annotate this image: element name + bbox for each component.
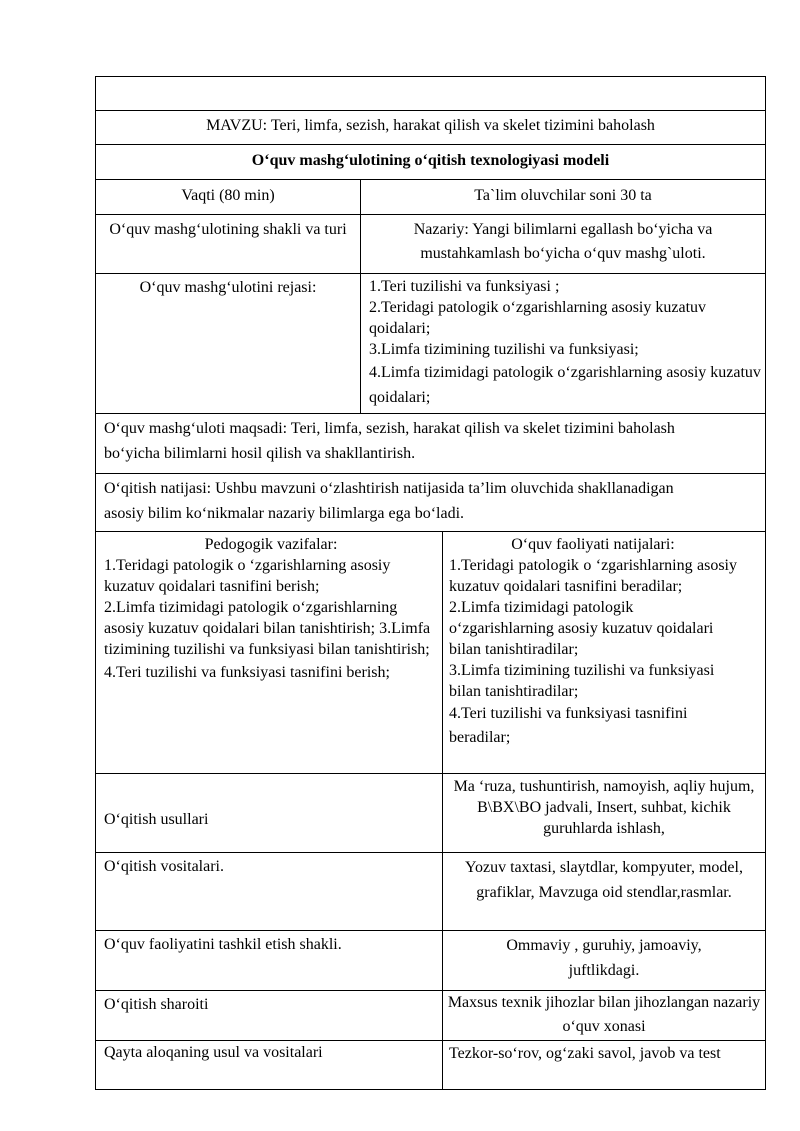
- plan-list: [360, 274, 765, 413]
- result-row: [95, 473, 766, 531]
- plan-item: 2.Teridagi patologik o‘zgarishlarning asosiy kuzatuv qoidalari;: [369, 299, 707, 337]
- organization-row: [95, 930, 766, 990]
- time-students-row: [95, 179, 766, 214]
- conditions-value: Maxsus texnik jihozlar bilan jihozlangan nazariy o‘quv xonasi: [442, 991, 765, 1040]
- topic-row: [95, 110, 766, 144]
- model-title: O‘quv mashg‘ulotining o‘qitish texnologiyasi modeli: [251, 152, 610, 169]
- form-value: Nazariy: Yangi bilimlarni egallash bo‘yicha va mustahkamlash bo‘yicha o‘quv mashg`uloti.: [360, 215, 765, 273]
- organization-value: Ommaviy , guruhiy, jamoaviy, juftlikdagi.: [442, 931, 765, 990]
- pedagogical-tasks-title: Pedogogik vazifalar:: [204, 536, 338, 553]
- form-row: [95, 214, 766, 273]
- tasks-outcomes-row: [95, 531, 766, 773]
- conditions-label: O‘qitish sharoiti: [104, 996, 209, 1013]
- empty-header-row: [95, 76, 766, 110]
- methods-row: [95, 773, 766, 852]
- feedback-row: [95, 1040, 766, 1090]
- pedagogical-task-item: 1.Teridagi patologik o ‘zgarishlarning asosiy kuzatuv qoidalari tasnifini berish;: [104, 557, 391, 595]
- learning-outcome-item: 2.Limfa tizimidagi patologik o‘zgarishlarning asosiy kuzatuv qoidalari bilan tanishtiradilar;: [449, 599, 714, 658]
- model-title-row: [95, 144, 766, 179]
- learning-outcome-item: 4.Teri tuzilishi va funksiyasi tasnifini beradilar;: [449, 705, 688, 746]
- students-cell: Ta`lim oluvchilar soni 30 ta: [360, 180, 765, 214]
- learning-outcomes: [442, 532, 765, 773]
- plan-row: [95, 273, 766, 413]
- methods-value: Ma ‘ruza, tushuntirish, namoyish, aqliy hujum, B\BX\BO jadvali, Insert, suhbat, kichik guruhlarda ishlash,: [442, 774, 765, 852]
- plan-item: 1.Teri tuzilishi va funksiyasi ;: [369, 278, 560, 295]
- learning-outcomes-title: O‘quv faoliyati natijalari:: [511, 536, 675, 553]
- plan-item: 4.Limfa tizimidagi patologik o‘zgarishlarning asosiy kuzatuv qoidalari;: [369, 364, 761, 406]
- conditions-row: [95, 990, 766, 1040]
- learning-outcome-item: 1.Teridagi patologik o ‘zgarishlarning asosiy kuzatuv qoidalari tasnifini beradilar;: [449, 557, 737, 595]
- tools-label: O‘qitish vositalari.: [104, 858, 224, 875]
- tools-row: [95, 852, 766, 930]
- tools-value: Yozuv taxtasi, slaytdlar, kompyuter, model, grafiklar, Mavzuga oid stendlar,rasmlar.: [442, 853, 765, 930]
- plan-item: 3.Limfa tizimining tuzilishi va funksiyasi;: [369, 341, 639, 358]
- organization-label: O‘quv faoliyatini tashkil etish shakli.: [104, 936, 342, 953]
- pedagogical-task-item: 4.Teri tuzilishi va funksiyasi tasnifini berish;: [104, 664, 390, 681]
- goal-row: [95, 413, 766, 473]
- topic-text: MAVZU: Teri, limfa, sezish, harakat qilish va skelet tizimini baholash: [206, 117, 655, 134]
- feedback-label: Qayta aloqaning usul va vositalari: [104, 1044, 323, 1061]
- result-text: O‘qitish natijasi: Ushbu mavzuni o‘zlashtirish natijasida ta’lim oluvchida shakllanadigan asosiy bilim ko‘nikmalar nazariy bilimlarga ega bo‘ladi.: [104, 480, 674, 522]
- learning-outcome-item: 3.Limfa tizimining tuzilishi va funksiyasi bilan tanishtiradilar;: [449, 662, 715, 700]
- goal-text: O‘quv mashg‘uloti maqsadi: Teri, limfa, sezish, harakat qilish va skelet tizimini baholash bo‘yicha bilimlarni hosil qilish va shakllantirish.: [104, 420, 675, 462]
- time-cell: Vaqti (80 min): [181, 187, 275, 204]
- feedback-value: Tezkor-so‘rov, og‘zaki savol, javob va test: [442, 1041, 765, 1089]
- pedagogical-tasks: [96, 532, 442, 773]
- form-label: O‘quv mashg‘ulotining shakli va turi: [109, 221, 347, 238]
- plan-label: O‘quv mashg‘ulotini rejasi:: [139, 279, 317, 296]
- methods-label: O‘qitish usullari: [104, 811, 209, 828]
- pedagogical-task-item: 2.Limfa tizimidagi patologik o‘zgarishlarning asosiy kuzatuv qoidalari bilan tanishtirish; 3.Limfa tizimining tuzilishi va funksiyasi bilan tanishtirish;: [104, 599, 431, 658]
